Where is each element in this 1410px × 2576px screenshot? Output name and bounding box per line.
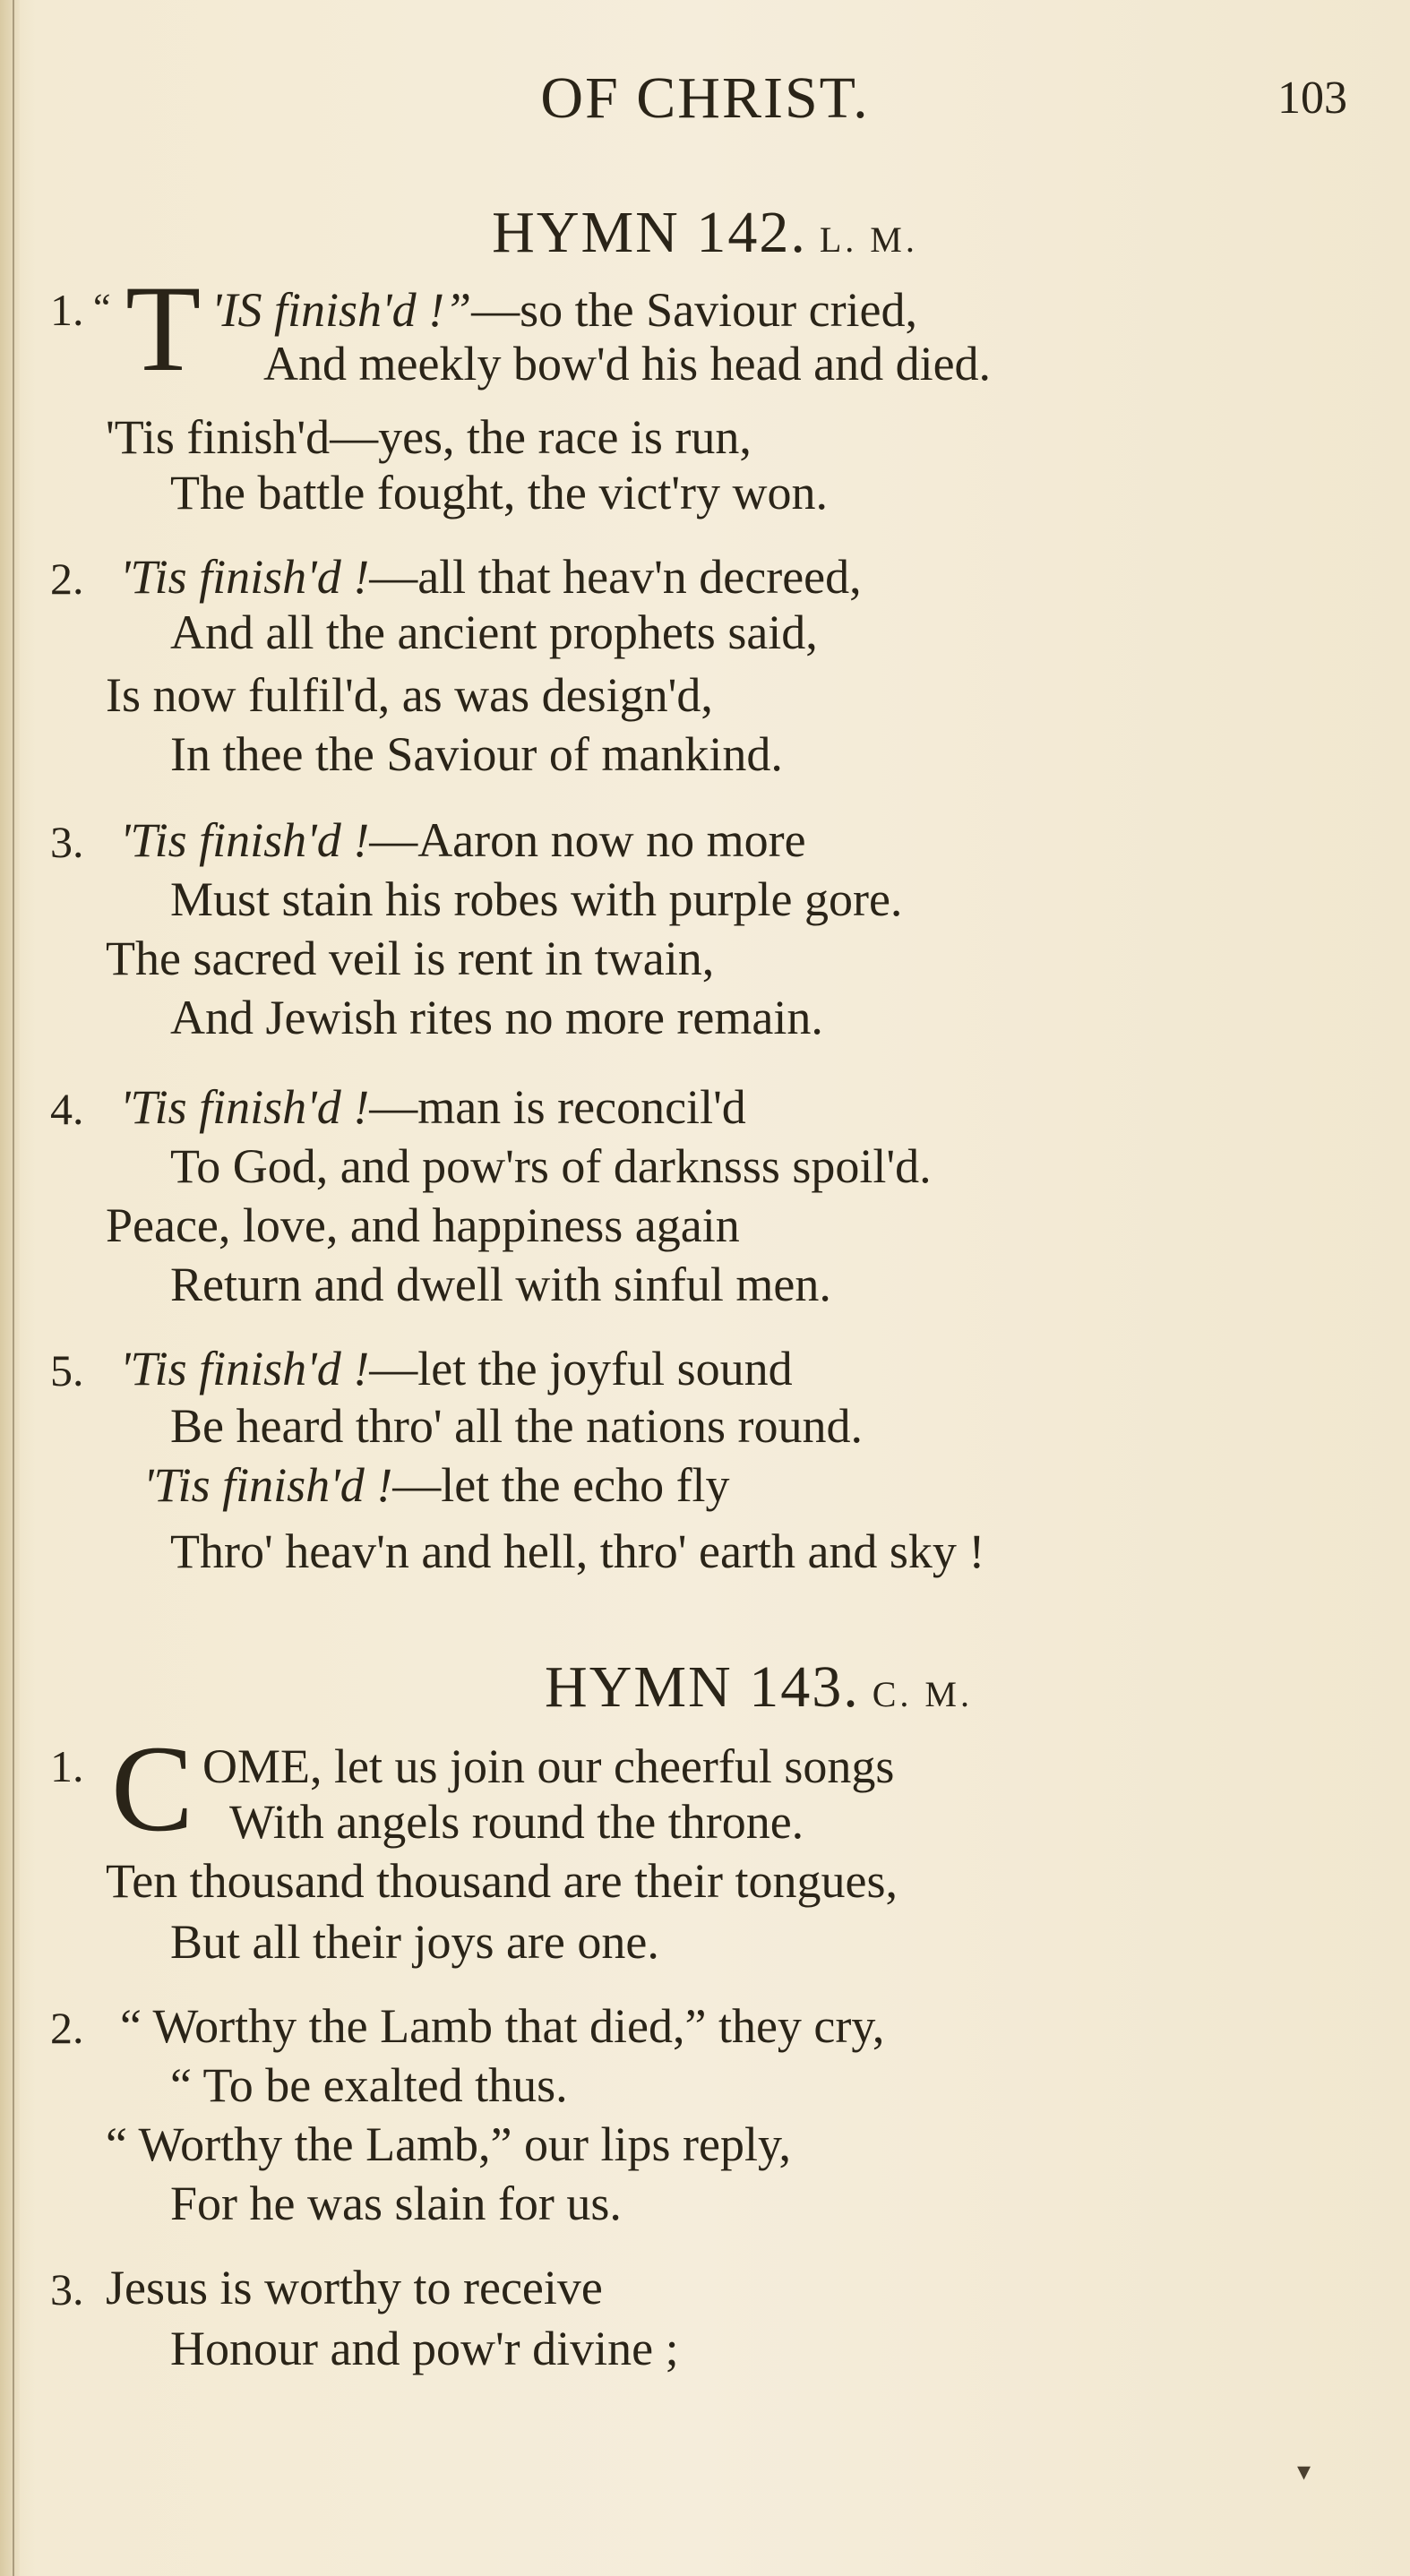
verse-line: OME, let us join our cheerful songs: [202, 1739, 895, 1793]
verse-line: And meekly bow'd his head and died.: [263, 337, 992, 391]
verse-line: Thro' heav'n and hell, thro' earth and sky !: [170, 1524, 985, 1578]
verse-line: Honour and pow'r divine ;: [170, 2322, 679, 2375]
verse-number: 3.: [50, 817, 84, 867]
running-title: OF CHRIST.: [540, 65, 870, 131]
page-number: 103: [1277, 73, 1347, 124]
hymn-title: HYMN 142.: [492, 200, 807, 265]
verse-number: 4.: [50, 1084, 84, 1134]
verse-line: The battle fought, the vict'ry won.: [170, 466, 829, 519]
verse-line: 'Tis finish'd !—all that heav'n decreed,: [120, 550, 862, 604]
verse-line: Return and dwell with sinful men.: [170, 1258, 831, 1311]
verse-line: Jesus is worthy to receive: [106, 2261, 603, 2314]
hymn-meter: L. M.: [819, 219, 918, 260]
verse-number: 1.: [50, 285, 84, 335]
verse-line: And Jewish rites no more remain.: [170, 991, 823, 1044]
hymn-meter: C. M.: [872, 1674, 973, 1714]
verse-number: 3.: [50, 2264, 84, 2314]
verse-line: In thee the Saviour of mankind.: [170, 727, 783, 781]
verse-line: And all the ancient prophets said,: [170, 605, 818, 659]
verse-line: 'Tis finish'd !—let the echo fly: [143, 1458, 730, 1512]
drop-cap: C: [111, 1720, 194, 1857]
verse-line: 'Tis finish'd !—let the joyful sound: [120, 1342, 793, 1395]
verse-line: 'Tis finish'd—yes, the race is run,: [106, 410, 752, 464]
verse-line: “ Worthy the Lamb,” our lips reply,: [106, 2117, 791, 2171]
verse-number: 5.: [50, 1345, 84, 1395]
verse-number: 1.: [50, 1741, 84, 1791]
verse-line: With angels round the throne.: [229, 1795, 804, 1849]
verse-line: But all their joys are one.: [170, 1915, 659, 1969]
gutter-rule: [13, 0, 14, 2576]
verse-number: 2.: [50, 2003, 84, 2053]
verse-line: 'Tis finish'd !—man is reconcil'd: [120, 1080, 746, 1134]
verse-line: To God, and pow'rs of darknsss spoil'd.: [170, 1139, 932, 1193]
print-speck-icon: ▾: [1297, 2457, 1311, 2486]
verse-line: 'IS finish'd !”—so the Saviour cried,: [211, 283, 918, 337]
verse-line: Must stain his robes with purple gore.: [170, 872, 903, 926]
page-gutter: [0, 0, 20, 2576]
verse-line: “ Worthy the Lamb that died,” they cry,: [120, 1999, 885, 2053]
verse-line: For he was slain for us.: [170, 2177, 622, 2230]
verse-number: 2.: [50, 554, 84, 604]
verse-line: The sacred veil is rent in twain,: [106, 932, 715, 985]
verse-line: 'Tis finish'd !—Aaron now no more: [120, 813, 806, 867]
opening-quote: “: [93, 286, 111, 330]
verse-line: Be heard thro' all the nations round.: [170, 1399, 864, 1453]
verse-line: Peace, love, and happiness again: [106, 1198, 740, 1252]
hymn-heading: [0, 1653, 1410, 1722]
verse-line: Ten thousand thousand are their tongues,: [106, 1854, 898, 1908]
verse-line: “ To be exalted thus.: [170, 2058, 568, 2112]
hymn-title: HYMN 143.: [545, 1654, 860, 1720]
drop-cap: T: [125, 260, 202, 397]
hymn-heading: [0, 199, 1410, 267]
verse-line: Is now fulfil'd, as was design'd,: [106, 668, 713, 722]
